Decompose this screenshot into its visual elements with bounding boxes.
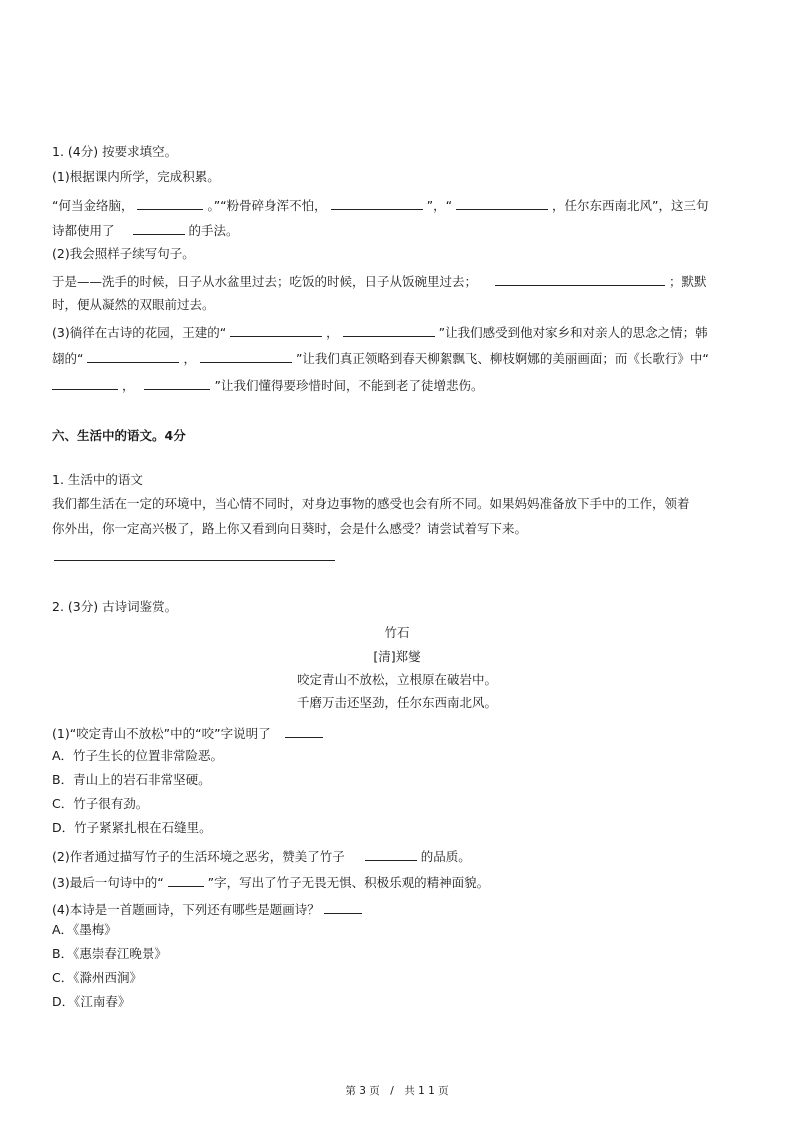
answer-line[interactable] [54,560,335,561]
fill-blank[interactable] [52,376,118,390]
page-footer: 第 3 页 / 共 1 1 页 [345,1085,449,1097]
q1-line3-text-d: ，任尔东西南北风”，这三句 [552,198,709,213]
option-b[interactable]: B．《惠崇春江晚景》 [52,946,167,961]
q1-line9-text-a: 翃的“ [52,351,84,366]
q6-2-header: 2. (3分) 古诗词鉴赏。 [52,599,178,614]
q1-line10 [52,376,483,394]
q1-part1: (1)根据课内所学，完成积累。 [52,169,220,184]
fill-blank[interactable] [168,873,204,887]
fill-blank[interactable] [365,847,417,861]
q1-line4-text-a: 诗都使用了 [52,223,115,238]
q1-line4 [52,221,239,239]
q1-line6-text-b: ；默默 [668,274,707,289]
fill-blank[interactable] [495,272,665,286]
section-title: 六、生活中的语文。4分 [52,428,186,443]
sub-question-1-text: (1)“咬定青山不放松”中的“咬”字说明了 [52,726,271,741]
q1-line10-text-a: ， [121,378,135,393]
q1-line3-text-c: ”，“ [426,198,453,213]
fill-blank[interactable] [324,900,362,914]
fill-blank[interactable] [144,376,210,390]
fill-blank[interactable] [230,323,322,337]
q1-line10-text-b: ”让我们懂得要珍惜时间，不能到老了徒增悲伤。 [214,378,484,393]
q1-line8-text-a: (3)徜徉在古诗的花园，王建的“ [52,325,227,340]
q1-line3-text-b: 。”“粉骨碎身浑不怕， [207,198,327,213]
fill-blank[interactable] [285,724,323,738]
option-b[interactable]: B．青山上的岩石非常坚硬。 [52,772,211,787]
option-a[interactable]: A．《墨梅》 [52,922,117,937]
sub-question-2-text-b: 的品质。 [420,849,471,864]
q1-line8-text-b: ， [326,325,339,340]
fill-blank[interactable] [87,349,179,363]
fill-blank[interactable] [331,196,423,210]
q1-line8-text-c: ”让我们感受到他对家乡和对亲人的思念之情；韩 [438,325,708,340]
sub-question-4-text: (4)本诗是一首题画诗，下列还有哪些是题画诗？ [52,902,320,917]
q1-line6-text-a: 于是——洗手的时候，日子从水盆里过去；吃饭的时候，日子从饭碗里过去； [52,274,478,289]
poem-author: [清]郑燮 [373,649,421,664]
q1-part2: (2)我会照样子续写句子。 [52,246,195,261]
q1-line4-text-b: 的手法。 [188,223,239,238]
sub-question-2-text-a: (2)作者通过描写竹子的生活环境之恶劣，赞美了竹子 [52,849,345,864]
fill-blank[interactable] [456,196,548,210]
fill-blank[interactable] [137,196,203,210]
option-d[interactable]: D．《江南春》 [52,994,131,1009]
q6-1-text-line2: 你外出，你一定高兴极了，路上你又看到向日葵时，会是什么感受？请尝试着写下来。 [52,521,528,536]
option-c[interactable]: C．《滁州西涧》 [52,970,142,985]
sub-question-2 [52,847,471,865]
sub-question-4 [52,900,362,918]
q1-line9-text-b: ， [183,351,196,366]
q6-1-header: 1. 生活中的语文 [52,472,143,487]
option-c[interactable]: C．竹子很有劲。 [52,796,149,811]
q1-line8 [52,323,708,341]
option-d[interactable]: D．竹子紧紧扎根在石缝里。 [52,820,212,835]
poem-line-2: 千磨万击还坚劲，任尔东西南北风。 [296,695,497,710]
q1-line9 [52,349,709,367]
q1-line3 [52,196,709,214]
fill-blank[interactable] [343,323,435,337]
poem-title: 竹石 [384,625,410,640]
sub-question-3-text-b: ”字，写出了竹子无畏无惧、积极乐观的精神面貌。 [207,875,490,890]
q1-line6 [52,272,707,290]
q1-line7: 时，便从凝然的双眼前过去。 [52,297,215,312]
q1-header: 1. (4分) 按要求填空。 [52,144,178,159]
fill-blank[interactable] [200,349,292,363]
sub-question-3-text-a: (3)最后一句诗中的“ [52,875,164,890]
option-a[interactable]: A．竹子生长的位置非常险恶。 [52,748,224,763]
sub-question-1 [52,724,323,742]
q1-line3-text-a: “何当金络脑， [52,198,134,213]
poem-line-1: 咬定青山不放松，立根原在破岩中。 [296,672,497,687]
sub-question-3 [52,873,489,891]
q6-1-text-line1: 我们都生活在一定的环境中，当心情不同时，对身边事物的感受也会有所不同。如果妈妈准备放下手中的工作，领着 [52,496,690,511]
q1-line9-text-c: ”让我们真正领略到春天柳絮飘飞、柳枝婀娜的美丽画面；而《长歌行》中“ [295,351,709,366]
fill-blank[interactable] [133,221,185,235]
